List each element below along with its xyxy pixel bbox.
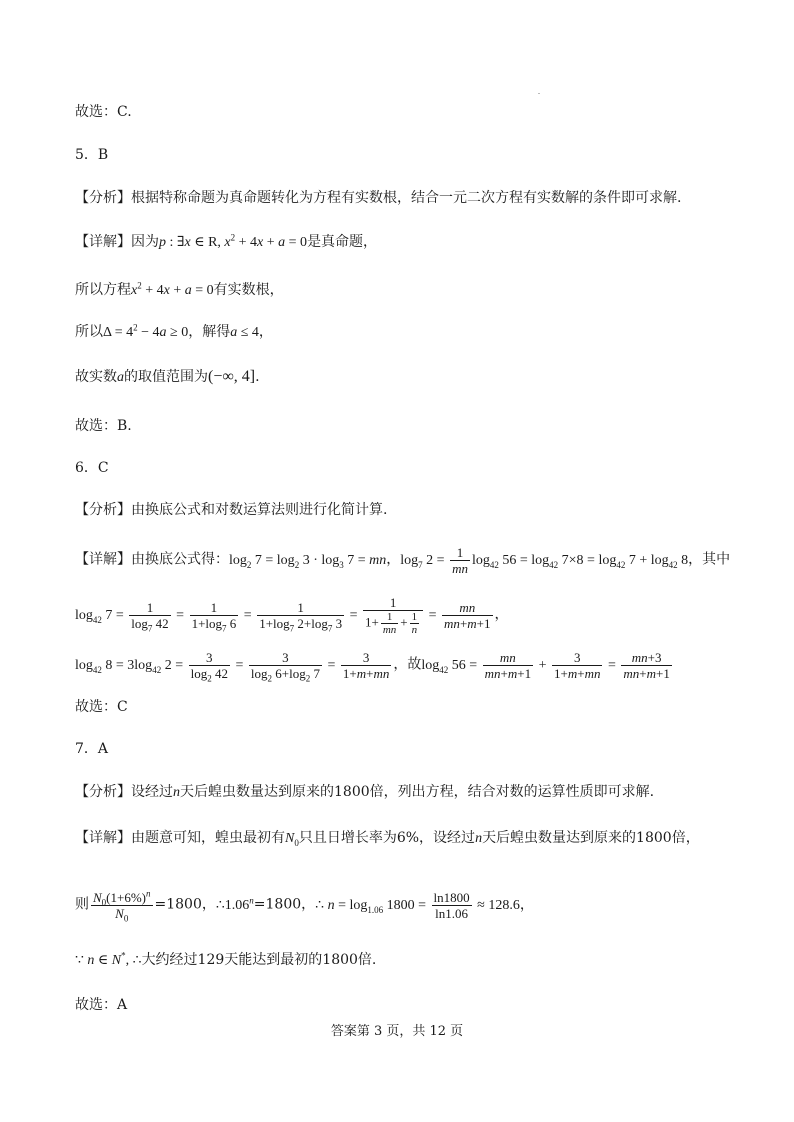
q7-choice: 故选：A xyxy=(75,997,128,1013)
q6-detail-line1: 【详解】由换底公式得：$\log_2 7 = \log_2 3 \cdot \log_3 7$ = mn，$\log_7 2$ = $\frac{1}{mn}$ $\log_{42} 56 = \log_{42} 7\times 8 = \log_{42} 7 + \log_{42} 8$，其中 xyxy=(75,545,731,576)
formula: $\Delta = 4^2 - 4a \ge 0$ xyxy=(103,322,189,340)
formula: ∴ $n = \log_{1.06} 1800$ = $\frac{\ln 1800}{\ln 1.06}$ ≈ 128.6， xyxy=(315,890,534,921)
q6-answer: 6．C xyxy=(75,460,109,476)
scan-speck xyxy=(538,93,540,94)
q6-detail-line2: $\log_{42} 7$ = $\frac{1}{\log_7 42}$ = $\frac{1}{1+\log_7 6}$ = $\frac{1}{1+\log_7 2+\log_7 3}$ = 1 1+ $\frac{1}{mn}$ + $\frac{1}{n}$ = $\frac{mn}{mn+m+1}$ ， xyxy=(75,595,509,636)
q5-detail-line4: 故实数a的取值范围为(−∞, 4]. xyxy=(75,368,260,385)
q5-analysis: 【分析】根据特称命题为真命题转化为方程有实数根，结合一元二次方程有实数解的条件即可求解. xyxy=(75,190,682,206)
q5-detail-line3: 所以$\Delta = 4^2 - 4a \ge 0$，解得a ≤ 4， xyxy=(75,322,273,340)
q5-answer: 5．B xyxy=(75,147,109,163)
formula: a xyxy=(230,325,238,340)
q6-choice: 故选：C xyxy=(75,699,128,715)
formula: $\log_{42} 56$ = $\frac{mn}{mn+m+1}$ + $\frac{3}{1+m+mn}$ = $\frac{mn+3}{mn+m+1}$ xyxy=(421,650,670,681)
q7-detail-line1: 【详解】由题意可知，蝗虫最初有$N_0$只且日增长率为6%，设经过n天后蝗虫数量达到原来的1800倍， xyxy=(75,830,700,848)
q6-analysis: 【分析】由换底公式和对数运算法则进行化简计算. xyxy=(75,502,388,518)
formula: $x^2 + 4x + a = 0$ xyxy=(131,280,214,298)
formula: $\log_{42} 7$ = $\frac{1}{\log_7 42}$ = $\frac{1}{1+\log_7 6}$ = $\frac{1}{1+\log_7 2+\log_7 3}$ = 1 1+ $\frac{1}{mn}$ + $\frac{1}{n}$ = $\frac{mn}{mn+m+1}$ xyxy=(75,595,491,636)
formula: ∴1.06$^n$ xyxy=(215,895,254,913)
formula: ∵ n ∈ N*, ∴ xyxy=(75,950,142,968)
q4-choice: 故选：C. xyxy=(75,104,132,120)
formula: p : ∃x ∈ R, $x^2 + 4x + a = 0$ xyxy=(159,232,308,250)
formula: $\log_2 7 = \log_2 3 \cdot \log_3 7$ = mn xyxy=(229,552,387,570)
formula: $\log_{42} 8 = 3\log_{42}$ 2 = $\frac{3}{\log_2 42}$ = $\frac{3}{\log_2 6+\log_2 7}$ = $\frac{3}{1+m+mn}$ xyxy=(75,650,390,684)
q6-detail-line3: $\log_{42} 8 = 3\log_{42}$ 2 = $\frac{3}{\log_2 42}$ = $\frac{3}{\log_2 6+\log_2 7}$ = $\frac{3}{1+m+mn}$ ，故$\log_{42} 56$ = $\frac{mn}{mn+m+1}$ + $\frac{3}{1+m+mn}$ = $\frac{mn+3}{mn+m+1}$ xyxy=(75,650,754,681)
formula: $\log_7 2$ = $\frac{1}{mn}$ $\log_{42} 56 = \log_{42} 7\times 8 = \log_{42} 7 + \log_{42} 8$ xyxy=(400,545,689,576)
q7-detail-line3: ∵ n ∈ N*, ∴大约经过129天能达到最初的1800倍. xyxy=(75,950,377,968)
q7-analysis: 【分析】设经过n天后蝗虫数量达到原来的1800倍，列出方程，结合对数的运算性质即可求解. xyxy=(75,784,655,800)
q7-answer: 7．A xyxy=(75,741,109,757)
q5-detail-line2: 所以方程$x^2 + 4x + a = 0$有实数根， xyxy=(75,280,284,298)
formula: (−∞, 4] xyxy=(208,368,256,385)
page-footer: 答案第 3 页，共 12 页 xyxy=(330,1024,464,1039)
q7-detail-line2: 则 $\frac{N_0(1+6\%)^n}{N_0}$ =1800，$\therefore 1.06^n=1800$，∴ $n = \log_{1.06} 1800$ = $\frac{\ln 1800}{\ln 1.06}$ ≈ 128.6， xyxy=(75,888,534,924)
q5-detail-line1: 【详解】因为p : ∃x ∈ R, $x^2 + 4x + a = 0$是真命题， xyxy=(75,232,378,250)
formula: $\frac{N_0(1+6\%)^n}{N_0}$ xyxy=(93,888,151,924)
q5-choice: 故选：B. xyxy=(75,418,132,434)
